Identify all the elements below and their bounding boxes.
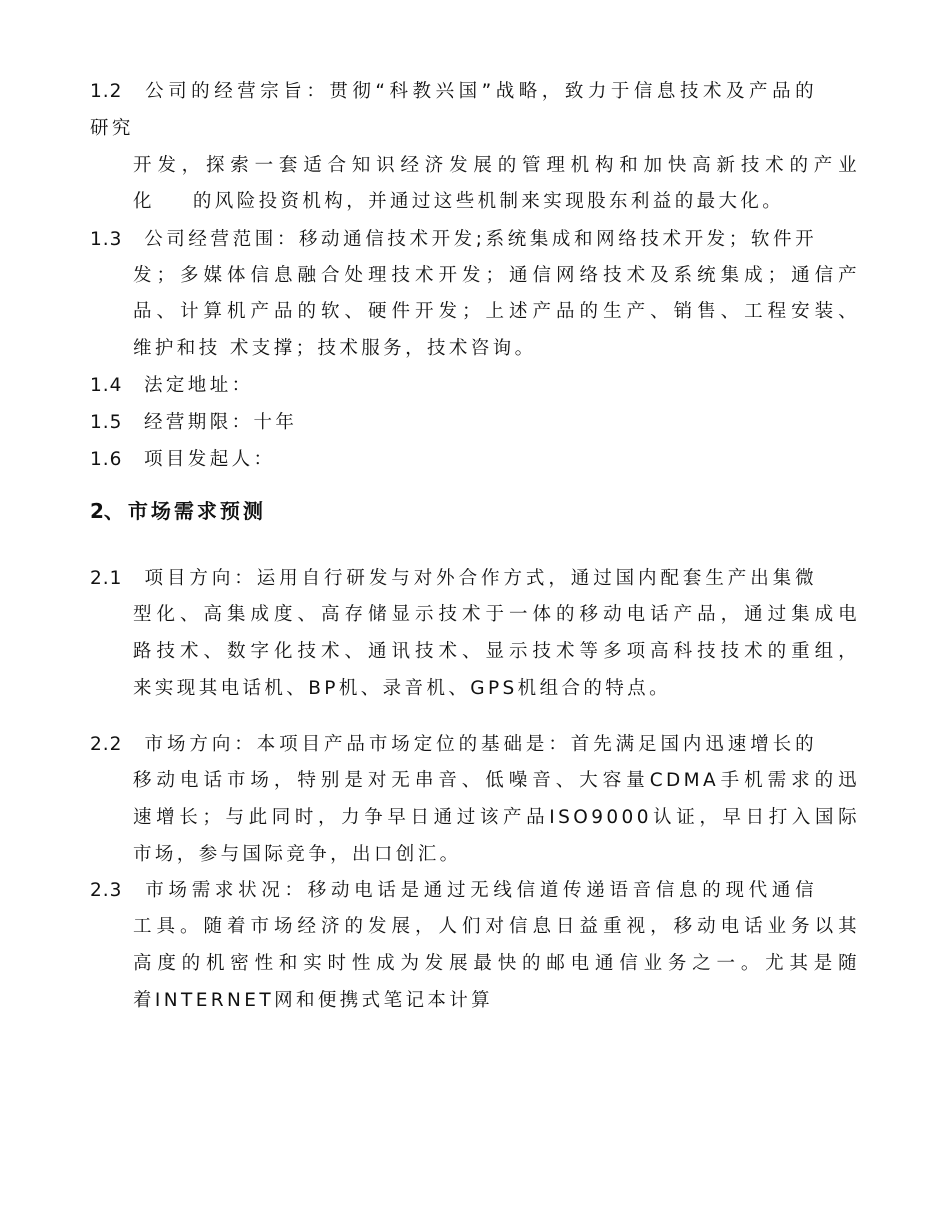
- item-text: 速增长；与此同时，力争早日通过该产品ISO9000认证，早日打入国际: [133, 807, 860, 828]
- item-text: 品、计算机产品的软、硬件开发；上述产品的生产、销售、工程安装、: [133, 301, 860, 322]
- item-2-3-line-3: [133, 952, 860, 978]
- item-2-1-line-1: [90, 567, 817, 593]
- item-1-2-line-4: [133, 190, 784, 216]
- item-2-3-line-4: [133, 989, 493, 1015]
- item-text: 项目发起人：: [144, 449, 276, 470]
- item-2-3-line-1: [90, 879, 817, 905]
- item-2-2-line-4: [133, 843, 462, 869]
- item-text: 法定地址：: [144, 375, 254, 396]
- item-text: 项目方向：运用自行研发与对外合作方式，通过国内配套生产出集微: [144, 568, 817, 589]
- item-1-4: [90, 374, 254, 400]
- item-2-2-line-2: [133, 769, 860, 795]
- item-text: 来实现其电话机、BP机、录音机、GPS机组合的特点。: [133, 678, 671, 699]
- item-text: 公司经营范围：移动通信技术开发;系统集成和网络技术开发；软件开: [144, 229, 817, 250]
- item-2-1-line-3: [133, 640, 860, 666]
- item-number: 1.3: [90, 229, 123, 250]
- item-number: 1.6: [90, 449, 123, 470]
- item-text: 市场需求状况：移动电话是通过无线信道传递语音信息的现代通信: [144, 880, 817, 901]
- item-2-1-line-4: [133, 677, 671, 703]
- item-1-3-line-4: [133, 337, 536, 363]
- item-2-2-line-3: [133, 806, 860, 832]
- item-number: 2.3: [90, 880, 123, 901]
- item-text: 研究: [90, 118, 134, 139]
- section-heading-text: 市场需求预测: [127, 499, 266, 523]
- section-heading-number: 2、: [90, 499, 124, 523]
- item-text: 发；多媒体信息融合处理技术开发；通信网络技术及系统集成；通信产: [133, 265, 860, 286]
- item-1-2-line-3: [133, 154, 860, 180]
- item-text: 路技术、数字化技术、通讯技术、显示技术等多项高科技技术的重组，: [133, 641, 860, 662]
- item-text: 移动电话市场，特别是对无串音、低噪音、大容量CDMA手机需求的迅: [133, 770, 860, 791]
- item-number: 1.5: [90, 412, 123, 433]
- section-heading: [90, 495, 266, 524]
- item-number: 1.4: [90, 375, 123, 396]
- item-1-2-line-1: [90, 80, 817, 106]
- item-2-2-line-1: [90, 733, 817, 759]
- item-text: 维护和技 术支撑；技术服务，技术咨询。: [133, 338, 537, 359]
- item-1-2-line-2: [90, 117, 134, 143]
- item-text: 公司的经营宗旨：贯彻“科教兴国”战略，致力于信息技术及产品的: [144, 81, 817, 102]
- item-1-6: [90, 448, 275, 474]
- item-text: 市场，参与国际竞争，出口创汇。: [133, 844, 462, 865]
- item-text: 化: [133, 191, 155, 212]
- item-text: 市场方向：本项目产品市场定位的基础是：首先满足国内迅速增长的: [144, 734, 817, 755]
- item-text: 高度的机密性和实时性成为发展最快的邮电通信业务之一。尤其是随: [133, 953, 860, 974]
- item-number: 1.2: [90, 81, 123, 102]
- item-text: 着INTERNET网和便携式笔记本计算: [133, 990, 494, 1011]
- item-number: 2.2: [90, 734, 123, 755]
- item-1-3-line-3: [133, 300, 860, 326]
- item-text: 工具。随着市场经济的发展，人们对信息日益重视，移动电话业务以其: [133, 916, 860, 937]
- item-number: 2.1: [90, 568, 123, 589]
- item-text: 经营期限：十年: [144, 412, 298, 433]
- item-1-3-line-1: [90, 228, 817, 254]
- item-1-5: [90, 411, 297, 437]
- item-text: 型化、高集成度、高存储显示技术于一体的移动电话产品，通过集成电: [133, 604, 860, 625]
- item-2-3-line-2: [133, 915, 860, 941]
- item-2-1-line-2: [133, 603, 860, 629]
- item-1-3-line-2: [133, 264, 860, 290]
- item-text: 开发，探索一套适合知识经济发展的管理机构和加快高新技术的产业: [133, 155, 860, 176]
- item-text: 的风险投资机构，并通过这些机制来实现股东利益的最大化。: [192, 191, 785, 212]
